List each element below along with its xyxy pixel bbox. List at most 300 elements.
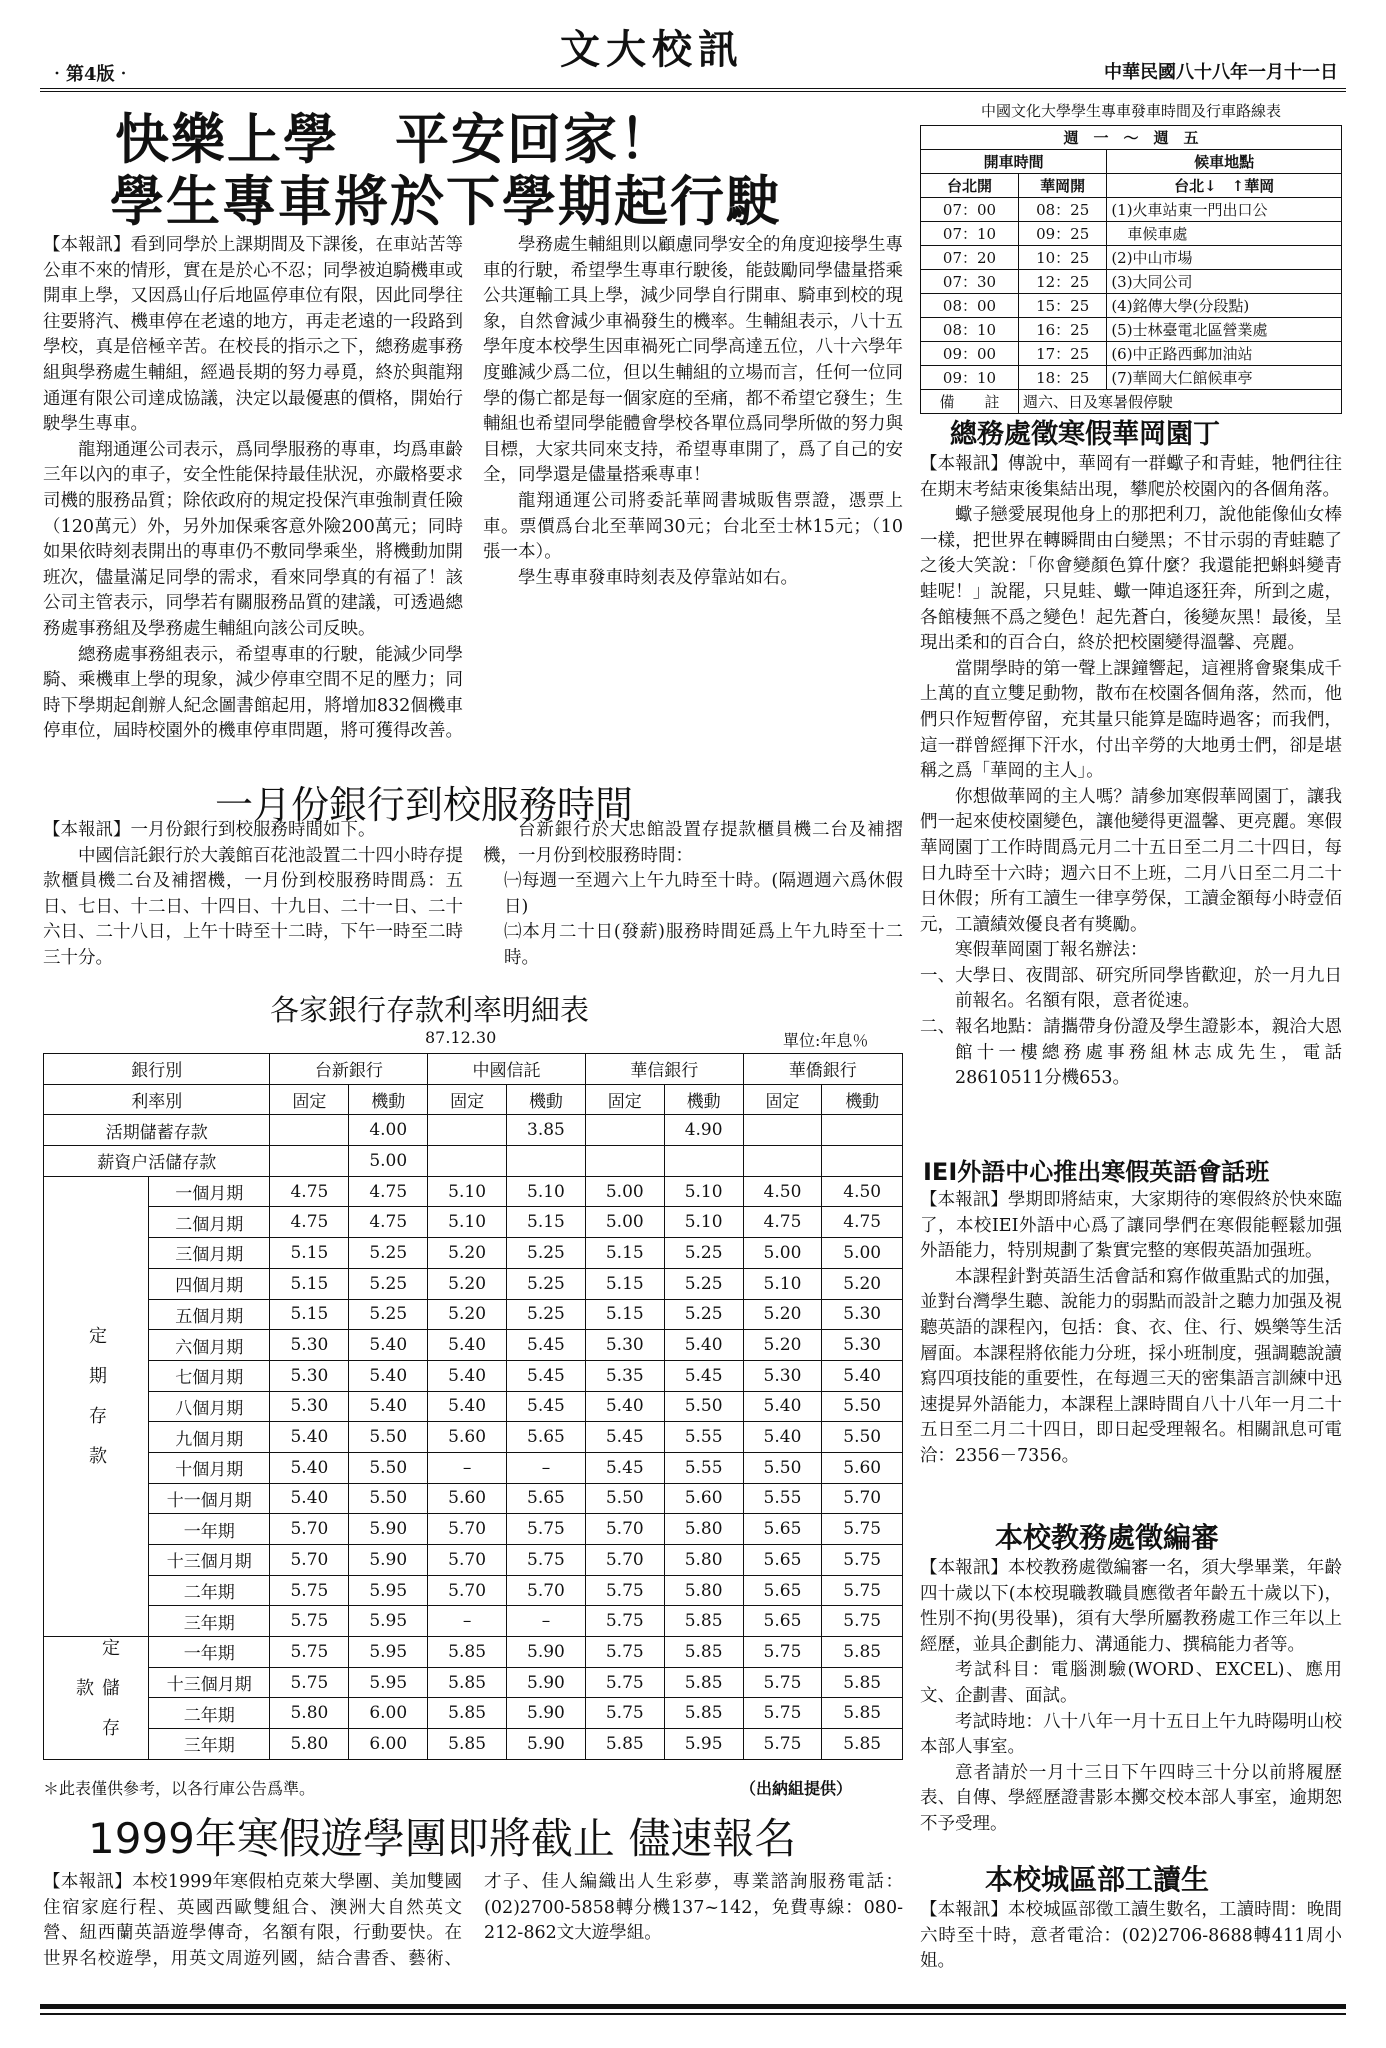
rate-cell: 5.30 (743, 1360, 822, 1391)
editor-paragraph: 考試時地：八十八年一月十五日上午九時陽明山校本部人事室。 (920, 1711, 1342, 1758)
rates-credit: （出納組提供） (740, 1779, 853, 1798)
rate-cell: 5.50 (349, 1483, 428, 1514)
rates-row (44, 1330, 903, 1361)
rate-cell: 5.40 (428, 1391, 507, 1422)
rate-cell: 5.45 (585, 1452, 664, 1483)
rate-cell: 5.15 (585, 1299, 664, 1330)
rate-cell: 5.10 (743, 1268, 822, 1299)
shuttle-article-col2 (483, 233, 903, 591)
rate-cell: 5.25 (664, 1268, 743, 1299)
rate-cell: 5.30 (270, 1360, 349, 1391)
rates-row-label: 十個月期 (149, 1452, 270, 1483)
rates-row-label: 十一個月期 (149, 1483, 270, 1514)
rate-cell (585, 1146, 664, 1177)
rate-cell: 5.75 (585, 1698, 664, 1729)
rates-type-header: 利率別 (44, 1084, 270, 1115)
rate-cell: 6.00 (349, 1729, 428, 1760)
rate-cell: 5.40 (822, 1360, 903, 1391)
rate-cell (664, 1146, 743, 1177)
shuttle-paragraph: 學生專車發車時刻表及停靠站如右。 (518, 567, 798, 588)
rate-cell: 5.55 (664, 1452, 743, 1483)
rate-cell: 5.65 (507, 1483, 586, 1514)
rate-cell: 5.45 (507, 1330, 586, 1361)
bus-stop: (4)銘傳大學(分段點) (1107, 294, 1342, 318)
rate-cell: 5.90 (507, 1667, 586, 1698)
rate-cell: 5.70 (270, 1514, 349, 1545)
rates-row-label: 七個月期 (149, 1360, 270, 1391)
rates-row-label: 薪資户活儲存款 (44, 1146, 270, 1177)
editor-paragraph: 考試科目：電腦測驗(WORD、EXCEL)、應用文、企劃書、面試。 (920, 1660, 1342, 1706)
issue-date: 中華民國八十八年一月十一日 (1104, 62, 1338, 83)
bus-time: 18：25 (1019, 366, 1107, 390)
rates-footnote: ＊此表僅供參考，以各行庫公告爲準。 (43, 1779, 316, 1798)
bus-time-header: 開車時間 (921, 150, 1107, 174)
rate-cell: 5.40 (428, 1360, 507, 1391)
rates-row-label: 三年期 (149, 1729, 270, 1760)
rates-float-header: 機動 (507, 1084, 586, 1115)
rates-row (44, 1360, 903, 1391)
rate-cell: 5.50 (822, 1422, 903, 1453)
bus-time: 07：00 (921, 198, 1019, 222)
rate-cell: 5.75 (743, 1729, 822, 1760)
editor-headline: 本校教務處徵編審 (995, 1521, 1220, 1554)
shuttle-headline-1: 快樂上學 平安回家！ (115, 108, 675, 171)
rate-cell: 5.40 (270, 1452, 349, 1483)
rate-cell: 5.75 (585, 1637, 664, 1668)
rate-cell: – (428, 1452, 507, 1483)
rate-cell: 5.70 (585, 1545, 664, 1576)
rates-row (44, 1514, 903, 1545)
tour-article (43, 1870, 903, 1972)
rate-cell: 5.25 (664, 1299, 743, 1330)
rate-cell: 5.20 (743, 1299, 822, 1330)
bus-stop: 車候車處 (1107, 222, 1342, 246)
rate-cell: – (507, 1452, 586, 1483)
rate-cell (428, 1115, 507, 1146)
tour-paragraph: 【本報訊】本校1999年寒假柏克萊大學團、美加雙國住宿家庭行程、英國西歐雙組合、澳洲大自然英文營、紐西蘭英語遊學傳奇，名額有限，行動要快。在世界名校遊學，用英文周遊列國，結合書香、藝術、才子、佳人編織出人生彩夢，專業諮詢服務電話：(02)2700-5858轉分機137~142，免費專線：080-212-862文大遊學組。 (43, 1872, 903, 1969)
bus-time: 07：10 (921, 222, 1019, 246)
rate-cell: 5.80 (664, 1575, 743, 1606)
rate-cell: 5.75 (507, 1545, 586, 1576)
rates-row (44, 1698, 903, 1729)
rates-row (44, 1575, 903, 1606)
bus-stop: (2)中山市場 (1107, 246, 1342, 270)
bank-service-paragraph: ㈠每週一至週六上午九時至十時。(隔週週六爲休假日) (504, 871, 903, 917)
rate-cell: 5.90 (349, 1514, 428, 1545)
rate-cell (822, 1146, 903, 1177)
rate-cell: 5.95 (349, 1667, 428, 1698)
rate-cell: 5.60 (664, 1483, 743, 1514)
bank-service-paragraph: 中國信託銀行於大義館百花池設置二十四小時存提款櫃員機二台及補摺機，一月份到校服務時間爲：五日、七日、十二日、十四日、十九日、二十一日、二十六日、二十八日，上午十時至十二時，下午一時至二時三十分。 (43, 845, 463, 968)
gardener-paragraph: 寒假華岡園丁報名辦法： (955, 940, 1148, 961)
rate-cell: 5.75 (822, 1606, 903, 1637)
rates-row (44, 1637, 903, 1668)
rates-row (44, 1391, 903, 1422)
rates-row (44, 1268, 903, 1299)
rates-row (44, 1729, 903, 1760)
rate-cell: 5.15 (585, 1268, 664, 1299)
rates-group-label: 定期存款 (44, 1176, 149, 1636)
rate-cell: 5.50 (349, 1452, 428, 1483)
rates-date: 87.12.30 (425, 1028, 497, 1047)
gardener-paragraph: 當開學時的第一聲上課鐘響起，這裡將會聚集成千上萬的直立雙足動物，散布在校園各個角落，然而，他們只作短暫停留，充其量只能算是臨時過客；而我們，這一群曾經揮下汗水，付出辛勞的大地勇士們，卻是堪稱之爲「華岡的主人」。 (920, 658, 1342, 782)
rate-cell: 5.10 (507, 1176, 586, 1207)
rate-cell: 5.75 (270, 1575, 349, 1606)
rates-unit: 單位:年息％ (783, 1031, 869, 1050)
rate-cell: 5.40 (585, 1391, 664, 1422)
rates-row (44, 1176, 903, 1207)
bus-taipei-header: 台北開 (921, 174, 1019, 198)
rate-cell: 5.40 (349, 1330, 428, 1361)
shuttle-paragraph: 龍翔通運公司將委託華岡書城販售票證，憑票上車。票價爲台北至華岡30元；台北至士林15元；（10張一本）。 (483, 490, 903, 563)
rates-table (43, 1053, 903, 1760)
rates-row-label: 活期儲蓄存款 (44, 1115, 270, 1146)
rates-float-header: 機動 (822, 1084, 903, 1115)
rate-cell: 5.50 (743, 1452, 822, 1483)
bus-time: 08：00 (921, 294, 1019, 318)
rate-cell: 5.45 (585, 1422, 664, 1453)
rate-cell: 5.40 (743, 1391, 822, 1422)
rate-cell: 5.35 (585, 1360, 664, 1391)
rate-cell: 5.30 (585, 1330, 664, 1361)
rates-row (44, 1207, 903, 1238)
rate-cell: 5.50 (585, 1483, 664, 1514)
rate-cell: 5.75 (507, 1514, 586, 1545)
rate-cell: 5.40 (743, 1422, 822, 1453)
rate-cell: 5.20 (428, 1299, 507, 1330)
rates-row (44, 1667, 903, 1698)
rate-cell: 5.95 (349, 1606, 428, 1637)
rate-cell: 5.85 (664, 1698, 743, 1729)
rate-cell: 5.90 (507, 1637, 586, 1668)
rate-cell: 5.65 (507, 1422, 586, 1453)
rate-cell: 6.00 (349, 1698, 428, 1729)
shuttle-article-col1 (43, 233, 463, 742)
rate-cell: 5.15 (270, 1268, 349, 1299)
bus-time: 12：25 (1019, 270, 1107, 294)
rate-cell: 5.75 (743, 1637, 822, 1668)
rate-cell: 5.25 (507, 1299, 586, 1330)
rate-cell: 4.75 (743, 1207, 822, 1238)
rate-cell: 5.85 (428, 1637, 507, 1668)
rates-row-label: 一年期 (149, 1637, 270, 1668)
rates-float-header: 機動 (664, 1084, 743, 1115)
rates-row (44, 1452, 903, 1483)
bus-stop: (3)大同公司 (1107, 270, 1342, 294)
rate-cell: 5.70 (507, 1575, 586, 1606)
rate-cell: 5.10 (428, 1176, 507, 1207)
bus-stop: (5)士林臺電北區營業處 (1107, 318, 1342, 342)
gardener-paragraph: 【本報訊】傳說中，華岡有一群蠍子和青蛙，牠們往往在期末考結束後集結出現，攀爬於校園內的各個角落。 (920, 454, 1342, 500)
bank-service-headline: 一月份銀行到校服務時間 (215, 783, 634, 827)
bus-time: 10：25 (1019, 246, 1107, 270)
bank-service-paragraph: 【本報訊】一月份銀行到校服務時間如下。 (43, 820, 376, 840)
rates-row-label: 十三個月期 (149, 1545, 270, 1576)
rate-cell: 4.75 (270, 1207, 349, 1238)
rate-cell: 5.75 (585, 1606, 664, 1637)
rate-cell: 5.20 (428, 1238, 507, 1269)
rate-cell: – (507, 1606, 586, 1637)
bus-note: 週六、日及寒暑假停駛 (1019, 390, 1342, 414)
rate-cell: 5.90 (507, 1698, 586, 1729)
rate-cell: 5.80 (664, 1514, 743, 1545)
rates-row-label: 三個月期 (149, 1238, 270, 1269)
rate-cell: 4.90 (664, 1115, 743, 1146)
rate-cell: 5.90 (349, 1545, 428, 1576)
rate-cell (270, 1115, 349, 1146)
rate-cell: 5.20 (743, 1330, 822, 1361)
rate-cell: 5.65 (743, 1545, 822, 1576)
masthead-rule (40, 88, 1346, 92)
parttime-article (920, 1898, 1342, 1975)
iei-headline: IEI外語中心推出寒假英語會話班 (923, 1158, 1270, 1186)
rate-cell: 5.75 (270, 1667, 349, 1698)
rate-cell: 5.30 (822, 1299, 903, 1330)
rate-cell (743, 1146, 822, 1177)
parttime-paragraph: 【本報訊】本校城區部徵工讀生數名，工讀時間：晚間六時至十時，意者電洽：(02)2706-8688轉411周小姐。 (920, 1900, 1342, 1972)
rate-cell: 5.40 (349, 1391, 428, 1422)
rate-cell: 5.70 (585, 1514, 664, 1545)
rate-cell: 5.25 (349, 1238, 428, 1269)
rate-cell: 5.75 (743, 1667, 822, 1698)
rate-cell (270, 1146, 349, 1177)
rates-row-label: 六個月期 (149, 1330, 270, 1361)
rates-row-label: 二個月期 (149, 1207, 270, 1238)
bus-time: 17：25 (1019, 342, 1107, 366)
bus-time: 07：30 (921, 270, 1019, 294)
rate-cell: 4.75 (349, 1207, 428, 1238)
rate-cell: 5.75 (822, 1575, 903, 1606)
rate-cell: 5.85 (664, 1606, 743, 1637)
newspaper-title: 文大校訊 (560, 26, 744, 73)
rate-cell: 5.25 (349, 1268, 428, 1299)
rate-cell: 5.45 (664, 1360, 743, 1391)
rate-cell: 5.30 (270, 1330, 349, 1361)
bank-service-col1 (43, 818, 463, 972)
rate-cell: 5.95 (664, 1729, 743, 1760)
rates-row-label: 一年期 (149, 1514, 270, 1545)
bus-stop: (7)華岡大仁館候車亭 (1107, 366, 1342, 390)
rates-row (44, 1422, 903, 1453)
shuttle-paragraph: 學務處生輔組則以顧慮同學安全的角度迎接學生專車的行駛，希望學生專車行駛後，能鼓勵同學儘量搭乘公共運輸工具上學，減少同學自行開車、騎車到校的現象，自然會減少車禍發生的機率。生輔組表示，八十五學年度本校學生因車禍死亡同學高達五位，八十六學年度雖減少爲二位，但以生輔組的立場而言，任何一位同學的傷亡都是每一個家庭的至痛，都不希望它發生；生輔組也希望同學能體會學校各單位爲同學所做的努力與目標，大家共同來支持，希望專車開了，爲了自己的安全，同學還是儘量搭乘專車！ (483, 235, 903, 486)
bus-time: 16：25 (1019, 318, 1107, 342)
rates-row-label: 一個月期 (149, 1176, 270, 1207)
rate-cell: 5.65 (743, 1606, 822, 1637)
rates-row (44, 1483, 903, 1514)
rate-cell: 4.00 (349, 1115, 428, 1146)
rates-bank-name: 中國信託 (428, 1054, 586, 1085)
rate-cell: 5.70 (428, 1575, 507, 1606)
rate-cell: 5.45 (507, 1391, 586, 1422)
rate-cell: 5.25 (507, 1268, 586, 1299)
rate-cell: 5.85 (664, 1637, 743, 1668)
rate-cell: 5.75 (822, 1545, 903, 1576)
rate-cell: 5.00 (822, 1238, 903, 1269)
bank-service-paragraph: 台新銀行於大忠館設置存提款櫃員機二台及補摺機，一月份到校服務時間： (483, 820, 903, 866)
rates-bank-name: 台新銀行 (270, 1054, 428, 1085)
rate-cell: 5.80 (270, 1698, 349, 1729)
footer-rule (40, 2013, 1346, 2015)
rate-cell: 5.90 (507, 1729, 586, 1760)
rate-cell: 4.75 (270, 1176, 349, 1207)
rate-cell: 5.00 (585, 1176, 664, 1207)
editor-paragraph: 【本報訊】本校教務處徵編審一名，須大學畢業，年齡四十歲以下(本校現職教職員應徵者年齡五十歲以下)，性別不拘(男役畢)，須有大學所屬教務處工作三年以上經歷，並具企劃能力、溝通能力、撰稿能力者等。 (920, 1558, 1342, 1655)
shuttle-paragraph: 龍翔通運公司表示，爲同學服務的專車，均爲車齡三年以內的車子，安全性能保持最佳狀況，亦嚴格要求司機的服務品質；除依政府的規定投保汽車強制責任險（120萬元）外，另外加保乘客意外險200萬元；同時如果依時刻表開出的專車仍不敷同學乘坐，將機動加開班次，儘量滿足同學的需求，看來同學真的有福了！該公司主管表示，同學若有關服務品質的建議，可透過總務處事務組及學務處生輔組向該公司反映。 (43, 439, 463, 639)
tour-headline: 1999年寒假遊學團即將截止 儘速報名 (88, 1814, 797, 1863)
bus-huagang-header: 華岡開 (1019, 174, 1107, 198)
bus-stop: (6)中正路西郵加油站 (1107, 342, 1342, 366)
rate-cell: 5.70 (270, 1545, 349, 1576)
gardener-paragraph: 蠍子戀愛展現他身上的那把利刀，說他能像仙女棒一樣，把世界在轉瞬間由白變黑；不甘示弱的青蛙聽了之後大笑說：「你會變顏色算什麼？我還能把蝌蚪變青蛙呢！」說罷，只見蛙、蠍一陣追逐狂奔，所到之處，各館棲無不爲之變色！起先蒼白，後變灰黑！最後，呈現出柔和的百合白，終於把校園變得溫馨、亮麗。 (920, 505, 1342, 654)
bus-time: 09：10 (921, 366, 1019, 390)
rate-cell: 5.40 (664, 1330, 743, 1361)
rate-cell: 5.00 (743, 1238, 822, 1269)
rate-cell: 5.15 (270, 1238, 349, 1269)
rate-cell: 5.75 (585, 1667, 664, 1698)
bus-stop: (1)火車站東一門出口公 (1107, 198, 1342, 222)
rates-row-label: 五個月期 (149, 1299, 270, 1330)
gardener-paragraph: 你想做華岡的主人嗎？請參加寒假華岡園丁，讓我們一起來使校園變色，讓他變得更溫馨、更亮麗。寒假華岡園丁工作時間爲元月二十五日至二月二十四日，每日九時至十六時；週六日不上班，二月八日至二月二十日休假；所有工讀生一律享勞保，工讀金額每小時壹佰元，工讀績效優良者有獎勵。 (920, 786, 1342, 935)
bank-service-paragraph: ㈡本月二十日(發薪)服務時間延爲上午九時至十二時。 (504, 922, 903, 968)
bus-note-label: 備 註 (921, 390, 1019, 414)
rate-cell: 5.85 (822, 1698, 903, 1729)
rate-cell: 5.95 (349, 1575, 428, 1606)
rate-cell: 5.80 (664, 1545, 743, 1576)
rate-cell: 5.85 (822, 1637, 903, 1668)
rate-cell: 5.85 (822, 1667, 903, 1698)
rate-cell: 5.15 (507, 1207, 586, 1238)
rate-cell (822, 1115, 903, 1146)
rate-cell: 5.60 (822, 1452, 903, 1483)
bus-time: 07：20 (921, 246, 1019, 270)
rate-cell (585, 1115, 664, 1146)
rates-headline: 各家銀行存款利率明細表 (270, 993, 590, 1027)
rate-cell: 5.45 (507, 1360, 586, 1391)
rate-cell: 5.40 (270, 1422, 349, 1453)
shuttle-headline-2: 學生專車將於下學期起行駛 (110, 170, 782, 233)
footer-rule (40, 2004, 1346, 2009)
rate-cell: 5.85 (585, 1729, 664, 1760)
rate-cell: 5.55 (664, 1422, 743, 1453)
rates-row (44, 1606, 903, 1637)
rate-cell: 5.85 (428, 1667, 507, 1698)
rate-cell: 5.00 (349, 1146, 428, 1177)
rates-row-label: 八個月期 (149, 1391, 270, 1422)
iei-article (920, 1188, 1342, 1470)
rate-cell: 5.40 (349, 1360, 428, 1391)
bus-stop-header: 候車地點 (1107, 150, 1342, 174)
rates-row-label: 二年期 (149, 1575, 270, 1606)
bus-time: 08：25 (1019, 198, 1107, 222)
rates-float-header: 機動 (349, 1084, 428, 1115)
rate-cell: 4.50 (743, 1176, 822, 1207)
rate-cell: 5.25 (507, 1238, 586, 1269)
rate-cell: 5.15 (585, 1238, 664, 1269)
bus-time: 15：25 (1019, 294, 1107, 318)
rate-cell: 5.65 (743, 1514, 822, 1545)
rate-cell: 5.40 (428, 1330, 507, 1361)
bus-time: 09：00 (921, 342, 1019, 366)
rate-cell: 5.75 (822, 1514, 903, 1545)
rate-cell: 5.55 (743, 1483, 822, 1514)
rate-cell: 5.10 (664, 1176, 743, 1207)
rate-cell: 5.85 (428, 1698, 507, 1729)
rate-cell: 5.25 (349, 1299, 428, 1330)
rate-cell: 5.60 (428, 1483, 507, 1514)
gardener-paragraph: 二、報名地點：請攜帶身份證及學生證影本，親洽大恩館十一樓總務處事務組林志成先生，電話28610511分機653。 (920, 1017, 1342, 1089)
rates-group-label: 定儲存款 (44, 1637, 149, 1760)
rates-fixed-header: 固定 (743, 1084, 822, 1115)
rate-cell (428, 1146, 507, 1177)
editor-paragraph: 意者請於一月十三日下午四時三十分以前將履歷表、自傳、學經歷證書影本擲交校本部人事室，逾期恕不予受理。 (920, 1762, 1342, 1834)
rates-row-label: 十三個月期 (149, 1667, 270, 1698)
rate-cell: 5.20 (822, 1268, 903, 1299)
rate-cell: 3.85 (507, 1115, 586, 1146)
rates-row (44, 1238, 903, 1269)
rate-cell: 5.50 (664, 1391, 743, 1422)
rate-cell: 5.00 (585, 1207, 664, 1238)
rate-cell: 5.80 (270, 1729, 349, 1760)
rate-cell: 5.65 (743, 1575, 822, 1606)
parttime-headline: 本校城區部工讀生 (985, 1863, 1210, 1896)
edition-label: ‧第4版‧ (48, 64, 133, 85)
rates-fixed-header: 固定 (585, 1084, 664, 1115)
rate-cell: 5.85 (822, 1729, 903, 1760)
gardener-article (920, 452, 1342, 1092)
rate-cell: 4.75 (822, 1207, 903, 1238)
rate-cell: – (428, 1606, 507, 1637)
rates-row-label: 九個月期 (149, 1422, 270, 1453)
gardener-headline: 總務處徵寒假華岡園丁 (950, 419, 1220, 450)
rates-fixed-header: 固定 (428, 1084, 507, 1115)
rates-fixed-header: 固定 (270, 1084, 349, 1115)
bus-time: 09：25 (1019, 222, 1107, 246)
rate-cell: 4.75 (349, 1176, 428, 1207)
rates-bank-name: 華僑銀行 (743, 1054, 902, 1085)
rates-bank-name: 華信銀行 (585, 1054, 743, 1085)
rate-cell: 5.85 (428, 1729, 507, 1760)
iei-paragraph: 本課程針對英語生活會話和寫作做重點式的加强，並對台灣學生聽、說能力的弱點而設計之聽力加强及視聽英語的課程內，包括：食、衣、住、行、娛樂等生活層面。本課程將依能力分班，採小班制度，强調聽說讀寫四項技能的重要性，在每週三天的密集語言訓練中迅速提昇外語能力，本課程上課時間自八十八年一月二十五日至二月二十四日，即日起受理報名。相關訊息可電洽：2356－7356。 (920, 1266, 1342, 1466)
shuttle-paragraph: 總務處事務組表示，希望專車的行駛，能減少同學騎、乘機車上學的現象，減少停車空間不足的壓力；同時下學期起創辦人紀念圖書館起用，將增加832個機車停車位，屆時校園外的機車停車問題，將可獲得改善。 (43, 644, 463, 742)
rate-cell: 5.75 (743, 1698, 822, 1729)
rate-cell: 5.30 (822, 1330, 903, 1361)
rates-row (44, 1545, 903, 1576)
bus-table-title: 中國文化大學學生專車發車時間及行車路線表 (980, 102, 1281, 120)
rate-cell: 5.70 (428, 1514, 507, 1545)
rate-cell: 5.70 (822, 1483, 903, 1514)
rate-cell: 5.50 (822, 1391, 903, 1422)
bus-weekday-header: 週 一 ～ 週 五 (921, 126, 1342, 150)
iei-paragraph: 【本報訊】學期即將結束，大家期待的寒假終於快來臨了，本校IEI外語中心爲了讓同學們在寒假能輕鬆加强外語能力，特別規劃了紮實完整的寒假英語加强班。 (920, 1190, 1342, 1262)
shuttle-paragraph: 【本報訊】看到同學於上課期間及下課後，在車站苦等公車不來的情形，實在是於心不忍；同學被迫騎機車或開車上學，又因爲山仔后地區停車位有限，因此同學往往要將汽、機車停在老遠的地方，再走老遠的一段路到學校，真是倍極辛苦。在校長的指示之下，總務處事務組與學務處生輔組，經過長期的努力尋覓，終於與龍翔通運有限公司達成協議，決定以最優惠的價格，開始行駛學生專車。 (43, 235, 463, 435)
rate-cell: 5.20 (428, 1268, 507, 1299)
rate-cell: 5.15 (270, 1299, 349, 1330)
rate-cell: 5.10 (664, 1207, 743, 1238)
rate-cell: 5.70 (428, 1545, 507, 1576)
rates-bank-header: 銀行別 (44, 1054, 270, 1085)
rate-cell: 5.10 (428, 1207, 507, 1238)
bus-direction-header: 台北↓ ↑華岡 (1107, 174, 1342, 198)
rates-row-label: 二年期 (149, 1698, 270, 1729)
bus-timetable (920, 100, 1342, 414)
rate-cell: 4.50 (822, 1176, 903, 1207)
rates-row-label: 四個月期 (149, 1268, 270, 1299)
editor-article (920, 1556, 1342, 1838)
bus-time: 08：10 (921, 318, 1019, 342)
gardener-paragraph: 一、大學日、夜間部、研究所同學皆歡迎，於一月九日前報名。名額有限，意者從速。 (920, 965, 1342, 1012)
rate-cell: 5.75 (270, 1637, 349, 1668)
rate-cell (743, 1115, 822, 1146)
